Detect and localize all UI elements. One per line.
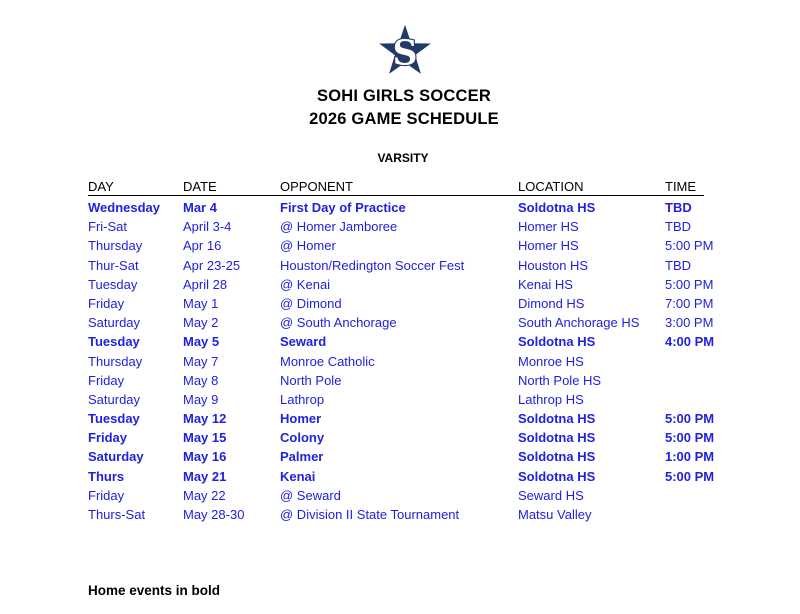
table-row — [88, 198, 704, 217]
cell-date: May 5 — [183, 334, 220, 350]
cell-day: Thursday — [88, 238, 143, 254]
cell-day: Saturday — [88, 449, 144, 465]
cell-location: Dimond HS — [518, 295, 585, 311]
cell-date: May 9 — [183, 391, 219, 407]
cell-day: Tuesday — [88, 276, 138, 292]
star-icon — [376, 21, 434, 81]
cell-date: Apr 16 — [183, 238, 222, 254]
cell-date: April 28 — [183, 276, 228, 292]
cell-location: Matsu Valley — [518, 507, 592, 522]
cell-location: Soldotna HS — [518, 449, 596, 465]
cell-time: 1:00 PM — [665, 449, 715, 465]
cell-time — [665, 486, 704, 505]
cell-time: TBD — [665, 200, 692, 215]
cell-location: Soldotna HS — [518, 200, 596, 215]
cell-location: Lathrop HS — [518, 391, 584, 407]
cell-opponent: @ Division II State Tournament — [280, 507, 460, 522]
cell-date: May 1 — [183, 295, 219, 311]
cell-location: Homer HS — [518, 238, 579, 254]
cell-opponent: Houston/Redington Soccer Fest — [280, 257, 465, 273]
cell-day: Wednesday — [88, 200, 161, 215]
cell-date: May 28-30 — [183, 507, 245, 522]
column-header-time: TIME — [665, 179, 697, 194]
column-header-opponent: OPPONENT — [280, 179, 353, 194]
cell-date: May 2 — [183, 315, 219, 331]
cell-date: May 12 — [183, 411, 227, 427]
cell-location: Soldotna HS — [518, 411, 596, 427]
table-row — [88, 256, 704, 275]
table-row — [88, 428, 715, 447]
cell-opponent: @ Seward — [280, 487, 341, 503]
cell-opponent: Monroe Catholic — [280, 353, 375, 369]
cell-date: May 21 — [183, 468, 227, 484]
cell-opponent: @ Homer — [280, 238, 336, 254]
column-header-day: DAY — [88, 179, 114, 194]
cell-time — [665, 371, 704, 390]
cell-location: Houston HS — [518, 257, 589, 273]
cell-time: 5:00 PM — [665, 238, 714, 254]
cell-time: 4:00 PM — [665, 334, 715, 350]
cell-time: 5:00 PM — [665, 276, 714, 292]
cell-opponent: @ Dimond — [280, 295, 342, 311]
cell-time: 7:00 PM — [665, 295, 714, 311]
cell-time: 5:00 PM — [665, 430, 715, 446]
team-star-logo — [376, 21, 434, 81]
cell-date: May 7 — [183, 353, 219, 369]
cell-day: Friday — [88, 295, 125, 311]
cell-day: Thurs — [88, 468, 125, 484]
cell-opponent: Kenai — [280, 468, 316, 484]
cell-opponent: First Day of Practice — [280, 200, 406, 215]
page-title — [0, 85, 800, 131]
cell-opponent: Lathrop — [280, 391, 325, 407]
cell-opponent: @ Homer Jamboree — [280, 219, 398, 235]
cell-time: 5:00 PM — [665, 411, 715, 427]
section-label-varsity: VARSITY — [377, 151, 429, 165]
cell-date: Apr 23-25 — [183, 257, 241, 273]
table-header-row — [88, 179, 704, 196]
cell-day: Thursday — [88, 353, 143, 369]
cell-location: Kenai HS — [518, 276, 573, 292]
cell-date: April 3-4 — [183, 219, 232, 235]
table-row — [88, 486, 704, 505]
cell-location: North Pole HS — [518, 372, 602, 388]
table-row — [88, 217, 704, 236]
cell-day: Saturday — [88, 315, 141, 331]
cell-opponent: Colony — [280, 430, 325, 446]
cell-date: May 8 — [183, 372, 219, 388]
cell-time — [665, 505, 704, 524]
table-row — [88, 371, 704, 390]
cell-location: Seward HS — [518, 487, 584, 503]
cell-date: May 16 — [183, 449, 227, 465]
cell-location: Soldotna HS — [518, 430, 596, 446]
table-row — [88, 505, 704, 524]
cell-date: Mar 4 — [183, 200, 217, 215]
cell-date: May 22 — [183, 487, 226, 503]
footer-note: Home events in bold — [88, 583, 221, 598]
title-line-1: SOHI GIRLS SOCCER — [317, 87, 491, 105]
cell-day: Thurs-Sat — [88, 507, 146, 522]
schedule-table — [88, 179, 715, 524]
cell-time: TBD — [665, 257, 691, 273]
table-row — [88, 294, 714, 313]
cell-opponent: Seward — [280, 334, 327, 350]
cell-day: Friday — [88, 372, 125, 388]
column-header-location: LOCATION — [518, 179, 584, 194]
cell-opponent: @ Kenai — [280, 276, 331, 292]
cell-day: Fri-Sat — [88, 219, 127, 235]
table-row — [88, 467, 715, 486]
cell-day: Friday — [88, 487, 125, 503]
cell-opponent: Palmer — [280, 449, 324, 465]
cell-location: Homer HS — [518, 219, 579, 235]
cell-day: Friday — [88, 430, 128, 446]
cell-day: Saturday — [88, 391, 141, 407]
table-row — [88, 236, 714, 255]
cell-date: May 15 — [183, 430, 227, 446]
table-row — [88, 313, 714, 332]
table-row — [88, 447, 715, 466]
table-row — [88, 390, 704, 409]
cell-opponent: North Pole — [280, 372, 342, 388]
cell-time — [665, 352, 704, 371]
cell-time — [665, 390, 704, 409]
cell-day: Tuesday — [88, 334, 140, 350]
cell-location: South Anchorage HS — [518, 315, 640, 331]
cell-time: 3:00 PM — [665, 315, 714, 331]
cell-time: 5:00 PM — [665, 468, 715, 484]
table-row — [88, 332, 715, 351]
title-line-2: 2026 GAME SCHEDULE — [309, 110, 499, 128]
table-row — [88, 352, 704, 371]
cell-location: Monroe HS — [518, 353, 584, 369]
cell-opponent: @ South Anchorage — [280, 315, 397, 331]
cell-time: TBD — [665, 219, 691, 235]
logo-letter: S — [392, 33, 418, 74]
column-header-date: DATE — [183, 179, 217, 194]
cell-day: Tuesday — [88, 411, 140, 427]
table-row — [88, 409, 715, 428]
cell-day: Thur-Sat — [88, 257, 139, 273]
cell-opponent: Homer — [280, 411, 322, 427]
cell-location: Soldotna HS — [518, 468, 596, 484]
table-body — [88, 198, 715, 524]
table-row — [88, 275, 714, 294]
cell-location: Soldotna HS — [518, 334, 596, 350]
